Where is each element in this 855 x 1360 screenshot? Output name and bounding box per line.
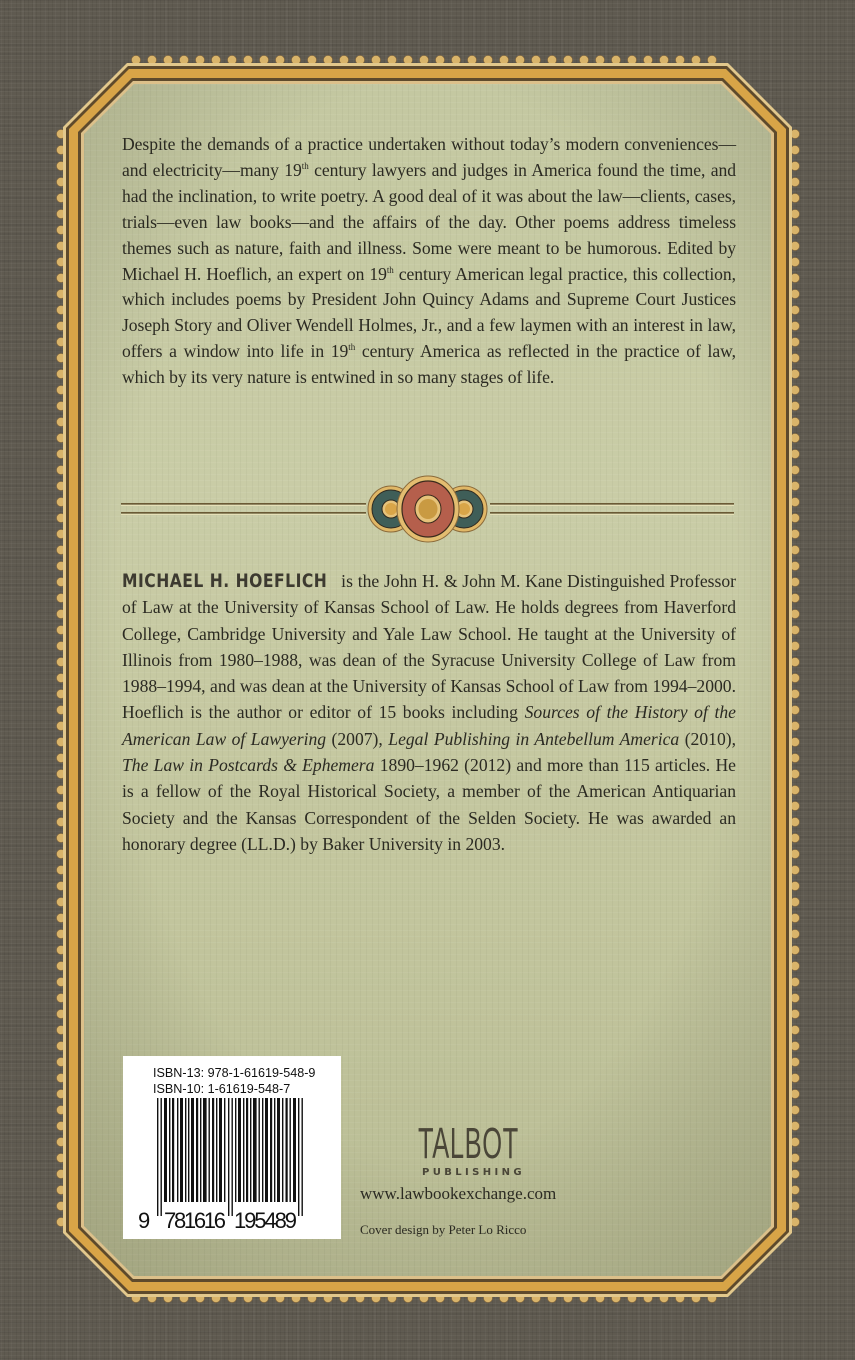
- author-name: MICHAEL H. HOEFLICH: [122, 570, 328, 592]
- barcode-digits-right: 195489: [234, 1208, 297, 1232]
- book-title: Sources of the History of the American Law of Lawyering: [122, 702, 736, 749]
- isbn-barcode-label: [123, 1056, 341, 1239]
- isbn10-text: ISBN-10: 1-61619-548-7: [153, 1082, 291, 1096]
- barcode-icon: [137, 1098, 327, 1232]
- book-title: Legal Publishing in Antebellum America: [388, 728, 680, 749]
- publisher-logo-subtitle: PUBLISHING: [422, 1167, 526, 1178]
- cover-design-credit: Cover design by Peter Lo Ricco: [360, 1222, 527, 1237]
- author-bio: MICHAEL H. HOEFLICH is the John H. & John M. Kane Distinguished Professor of Law at the University of Kansas School of Law. He holds degrees from Haverford College, Cambridge University and Yale Law School. He taught at the University of Illinois from 1980–1988, was dean of the Syracuse University College of Law from 1988–1994, and was dean at the University of Kansas School of Law from 1994–2000. Hoeflich is the author or editor of 15 books including Sources of the History of the American Law of Lawyering (2007), Legal Publishing in Antebellum America (2010), The Law in Postcards & Ephemera 1890–1962 (2012) and more than 115 articles. He is a fellow of the Royal Historical Society, a member of the American Antiquarian Society and the Kansas Correspondent of the Selden Society. He was awarded an honorary degree (LL.D.) by Baker University in 2003.: [122, 570, 736, 854]
- book-description: Despite the demands of a practice undertaken without today’s modern conveniences—and electricity—many 19th century lawyers and judges in America found the time, and had the inclination, to write poetry. A good deal of it was about the law—clients, cases, trials—even law books—and the affairs of the day. Other poems address timeless themes such as nature, faith and illness. Some were meant to be humorous. Edited by Michael H. Hoeflich, an expert on 19th century American legal practice, this collection, which includes poems by President John Quincy Adams and Supreme Court Justices Joseph Story and Oliver Wendell Holmes, Jr., and a few laymen with an interest in law, offers a window into life in 19th century America as reflected in the practice of law, which by its very nature is entwined in so many stages of life.: [122, 134, 736, 388]
- barcode-digits-left: 781616: [164, 1208, 226, 1232]
- isbn13-text: ISBN-13: 978-1-61619-548-9: [153, 1066, 316, 1080]
- barcode-digit-first: 9: [138, 1208, 151, 1232]
- publisher-website-link[interactable]: www.lawbookexchange.com: [360, 1184, 557, 1203]
- publisher-logo: TALBOT: [418, 1119, 519, 1168]
- book-title: The Law in Postcards & Ephemera: [122, 755, 375, 776]
